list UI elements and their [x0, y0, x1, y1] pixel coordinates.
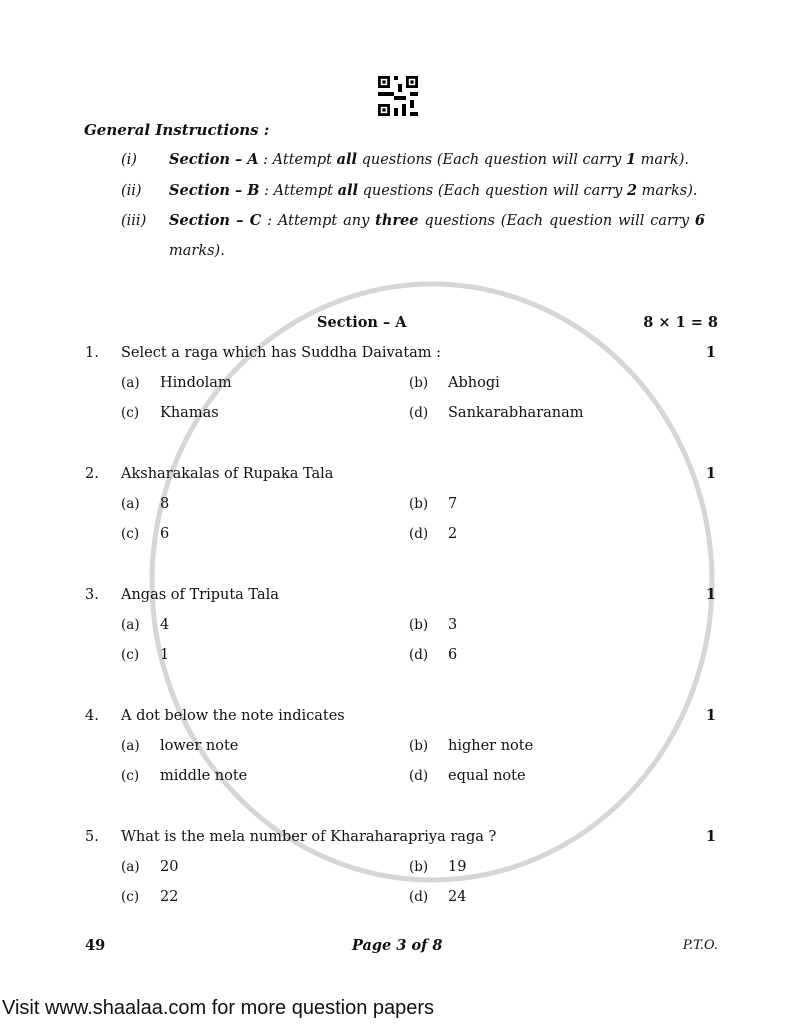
instruction-end: mark). [636, 152, 690, 168]
instruction-number: (iii) [121, 213, 147, 229]
option-label: (d) [409, 768, 429, 784]
section-marks: 8 × 1 = 8 [643, 314, 718, 331]
question-marks: 1 [705, 465, 716, 482]
paper-code: 49 [85, 937, 106, 954]
page-number: Page 3 of 8 [352, 937, 443, 954]
option-text: 20 [160, 859, 179, 875]
instruction-bold: all [337, 182, 359, 199]
option-text: higher note [448, 738, 534, 754]
visit-link[interactable]: Visit www.shaalaa.com for more question papers [2, 997, 435, 1019]
option-text: equal note [448, 768, 526, 784]
instruction-marks: 6 [694, 212, 705, 229]
option-label: (c) [121, 405, 140, 421]
instruction-pre: : Attempt [258, 152, 337, 168]
question-text: A dot below the note indicates [121, 708, 345, 724]
instruction-pre: : Attempt [259, 183, 338, 199]
option-text: Khamas [160, 405, 219, 421]
question-marks: 1 [705, 707, 716, 724]
option-text: 2 [448, 526, 458, 542]
question-text: Angas of Triputa Tala [121, 587, 279, 603]
instruction-number: (ii) [121, 183, 142, 199]
instruction-number: (i) [121, 152, 137, 168]
option-text: Sankarabharanam [448, 405, 584, 421]
instruction-bold: three [375, 212, 419, 229]
option-label: (c) [121, 889, 140, 905]
option-text: 19 [448, 859, 467, 875]
option-text: 4 [160, 617, 170, 633]
question-number: 3. [85, 587, 99, 603]
instruction-pre: : Attempt any [261, 213, 376, 229]
section-title: Section – A [317, 314, 407, 331]
option-label: (d) [409, 526, 429, 542]
option-text: 1 [160, 647, 170, 663]
question-text: Select a raga which has Suddha Daivatam : [121, 345, 442, 361]
instruction-section: Section – C [169, 212, 262, 229]
qr-code [378, 76, 418, 116]
instruction-text [169, 206, 705, 266]
option-label: (b) [409, 375, 429, 391]
instruction-text [169, 151, 689, 169]
option-label: (a) [121, 859, 140, 875]
instruction-marks: 1 [625, 151, 637, 168]
option-label: (d) [409, 647, 429, 663]
option-text: middle note [160, 768, 248, 784]
option-label: (b) [409, 738, 429, 754]
option-label: (b) [409, 496, 429, 512]
option-text: lower note [160, 738, 239, 754]
instructions-title: General Instructions : [84, 121, 270, 139]
option-text: Hindolam [160, 375, 232, 391]
option-text: 3 [448, 617, 458, 633]
option-label: (a) [121, 617, 140, 633]
instruction-post: questions (Each question will carry [357, 152, 626, 168]
option-label: (d) [409, 889, 429, 905]
option-label: (b) [409, 617, 429, 633]
question-number: 5. [85, 829, 99, 845]
option-label: (c) [121, 526, 140, 542]
instruction-text [169, 182, 697, 200]
option-label: (d) [409, 405, 429, 421]
instruction-section: Section – A [169, 151, 259, 168]
option-label: (b) [409, 859, 429, 875]
question-text: Aksharakalas of Rupaka Tala [121, 466, 334, 482]
option-label: (a) [121, 375, 140, 391]
instruction-post: questions (Each question will carry [358, 183, 627, 199]
option-text: 6 [448, 647, 458, 663]
option-text: Abhogi [448, 375, 500, 391]
instruction-post: questions (Each question will carry [418, 213, 690, 229]
option-label: (a) [121, 496, 140, 512]
question-number: 4. [85, 708, 99, 724]
instruction-end: marks). [169, 243, 225, 259]
option-text: 8 [160, 496, 170, 512]
instruction-section: Section – B [169, 182, 260, 199]
instruction-bold: all [336, 151, 357, 168]
instruction-marks: 2 [626, 182, 638, 199]
question-text: What is the mela number of Kharaharapriya raga ? [121, 829, 497, 845]
option-text: 6 [160, 526, 170, 542]
option-label: (a) [121, 738, 140, 754]
instruction-end: marks). [637, 183, 698, 199]
option-label: (c) [121, 647, 140, 663]
option-text: 22 [160, 889, 179, 905]
question-marks: 1 [705, 586, 716, 603]
pto: P.T.O. [682, 938, 718, 953]
option-text: 7 [448, 496, 458, 512]
question-marks: 1 [705, 344, 716, 361]
question-number: 1. [85, 345, 99, 361]
option-label: (c) [121, 768, 140, 784]
question-number: 2. [85, 466, 99, 482]
option-text: 24 [448, 889, 467, 905]
question-marks: 1 [705, 828, 716, 845]
